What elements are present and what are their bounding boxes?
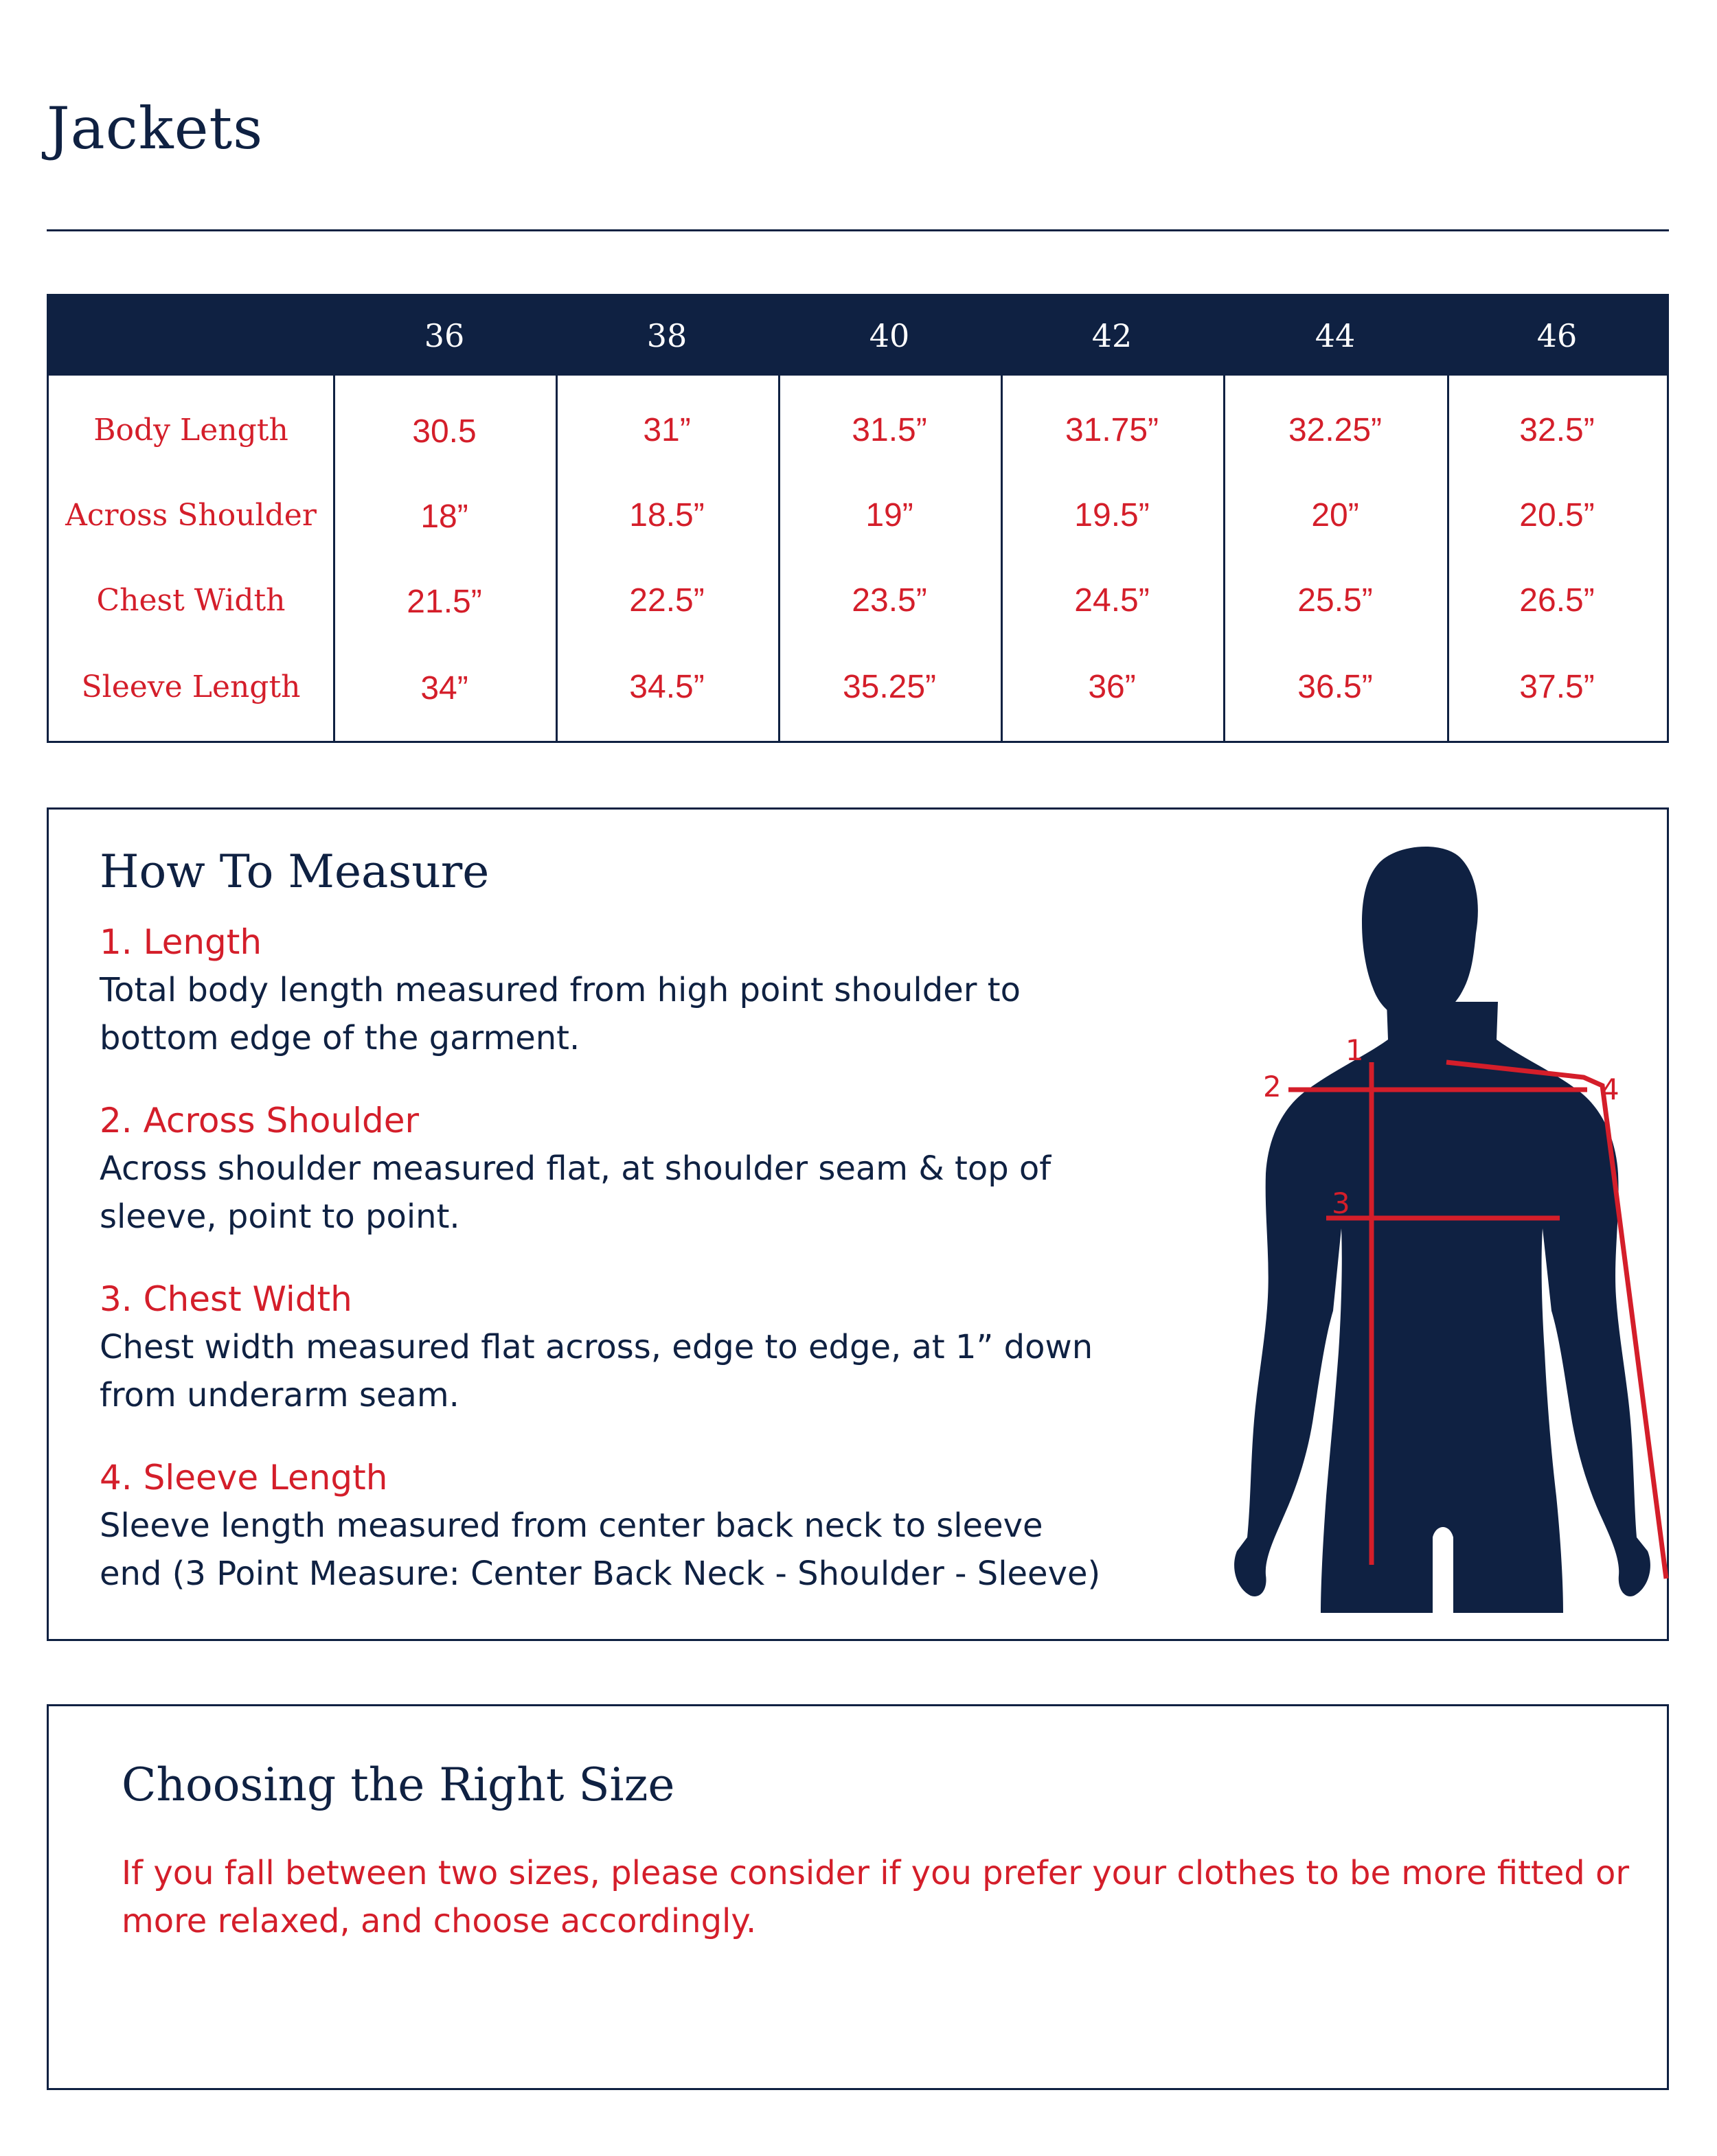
size-header-40: 40 bbox=[869, 317, 910, 354]
measure-heading: 2. Across Shoulder bbox=[100, 1101, 420, 1140]
body-silhouette bbox=[1234, 847, 1650, 1613]
size-header-46: 46 bbox=[1536, 317, 1578, 354]
size-table-header bbox=[49, 296, 1667, 376]
table-cell: 21.5” bbox=[407, 584, 482, 620]
table-cell: 36.5” bbox=[1297, 669, 1373, 705]
choosing-size-section bbox=[47, 1704, 1669, 2090]
table-cell: 34.5” bbox=[629, 669, 705, 705]
measure-heading: 3. Chest Width bbox=[100, 1279, 352, 1319]
table-cell: 31.75” bbox=[1065, 412, 1159, 448]
body-measurement-figure bbox=[1189, 844, 1683, 1613]
size-header-38: 38 bbox=[646, 317, 687, 354]
measure-description: Total body length measured from high point shoulder to bbox=[100, 971, 1021, 1009]
table-cell: 37.5” bbox=[1519, 669, 1595, 705]
page-title: Jackets bbox=[47, 95, 264, 162]
table-cell: 32.25” bbox=[1288, 412, 1383, 448]
measure-description: Sleeve length measured from center back neck to sleeve bbox=[100, 1506, 1043, 1545]
table-cell: 36” bbox=[1088, 669, 1136, 705]
size-header-36: 36 bbox=[424, 317, 465, 354]
measure-item-chest-width bbox=[100, 1275, 1130, 1419]
size-header-44: 44 bbox=[1315, 317, 1356, 354]
measure-description: Across shoulder measured flat, at shoulder seam & top of bbox=[100, 1149, 1051, 1188]
how-to-measure-title: How To Measure bbox=[100, 845, 490, 898]
table-cell: 20.5” bbox=[1519, 497, 1595, 534]
choosing-size-text bbox=[122, 1849, 1633, 1945]
figure-label-3: 3 bbox=[1332, 1186, 1350, 1220]
table-cell: 30.5 bbox=[412, 413, 477, 450]
measure-description: end (3 Point Measure: Center Back Neck - Shoulder - Sleeve) bbox=[100, 1555, 1101, 1593]
title-divider bbox=[47, 229, 1669, 231]
measure-description: sleeve, point to point. bbox=[100, 1197, 460, 1236]
row-label-across-shoulder: Across Shoulder bbox=[65, 498, 317, 533]
row-label-chest-width: Chest Width bbox=[96, 583, 286, 618]
table-cell: 18” bbox=[420, 498, 468, 535]
measure-heading: 1. Length bbox=[100, 922, 262, 962]
table-cell: 26.5” bbox=[1519, 582, 1595, 619]
table-cell: 24.5” bbox=[1074, 582, 1150, 619]
table-cell: 35.25” bbox=[842, 669, 937, 705]
table-cell: 20” bbox=[1311, 497, 1359, 534]
measure-description: bottom edge of the garment. bbox=[100, 1019, 580, 1057]
table-cell: 31” bbox=[643, 412, 691, 448]
measure-item-length bbox=[100, 918, 1130, 1062]
table-cell: 18.5” bbox=[629, 497, 705, 534]
measure-item-sleeve-length bbox=[100, 1454, 1130, 1598]
row-label-sleeve-length: Sleeve Length bbox=[81, 669, 301, 704]
measure-description: Chest width measured flat across, edge to edge, at 1” down bbox=[100, 1328, 1093, 1366]
table-cell: 19.5” bbox=[1074, 497, 1150, 534]
figure-label-1: 1 bbox=[1345, 1033, 1364, 1067]
measure-item-across-shoulder bbox=[100, 1097, 1130, 1241]
how-to-measure-section bbox=[47, 807, 1669, 1641]
table-cell: 19” bbox=[865, 497, 913, 534]
measure-heading: 4. Sleeve Length bbox=[100, 1458, 388, 1498]
table-cell: 22.5” bbox=[629, 582, 705, 619]
figure-label-2: 2 bbox=[1263, 1070, 1282, 1103]
table-cell: 25.5” bbox=[1297, 582, 1373, 619]
row-label-body-length: Body Length bbox=[93, 413, 288, 448]
table-cell: 32.5” bbox=[1519, 412, 1595, 448]
choosing-size-line: If you fall between two sizes, please consider if you prefer your clothes to be more fitted or bbox=[122, 1854, 1630, 1892]
size-header-42: 42 bbox=[1091, 317, 1133, 354]
table-cell: 31.5” bbox=[852, 412, 927, 448]
table-cell: 23.5” bbox=[852, 582, 927, 619]
choosing-size-line: more relaxed, and choose accordingly. bbox=[122, 1902, 757, 1940]
size-table bbox=[47, 294, 1669, 743]
figure-label-4: 4 bbox=[1601, 1073, 1619, 1106]
measure-description: from underarm seam. bbox=[100, 1376, 459, 1414]
choosing-size-title: Choosing the Right Size bbox=[122, 1758, 675, 1811]
table-cell: 34” bbox=[420, 670, 468, 707]
